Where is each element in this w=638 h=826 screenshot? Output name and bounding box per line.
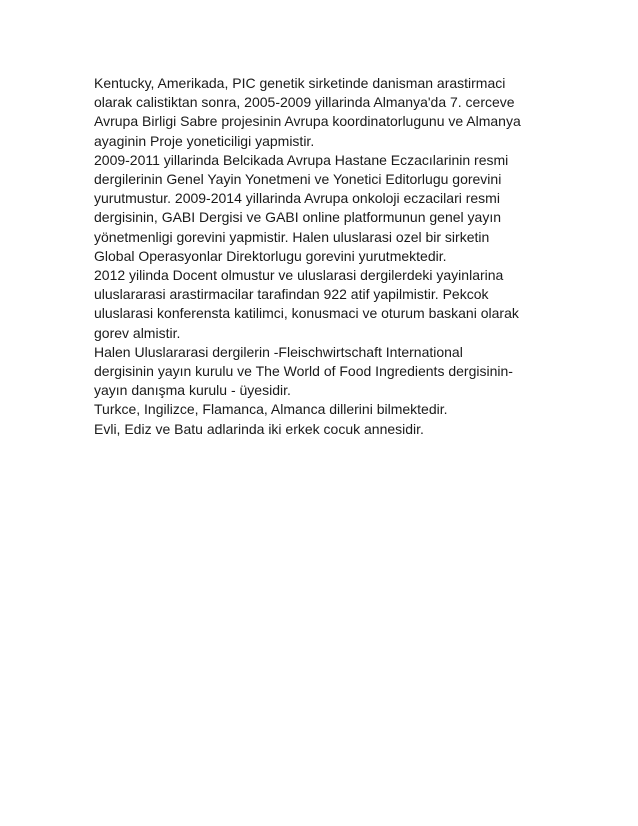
- text-line: dergilerinin Genel Yayin Yonetmeni ve Yonetici Editorlugu gorevini: [94, 171, 502, 188]
- text-line: Halen Uluslararasi dergilerin -Fleischwirtschaft International: [94, 343, 463, 360]
- text-line: gorev almistir.: [94, 324, 181, 341]
- text-line: uluslarasi konferensta katilimci, konusmaci ve oturum baskani olarak: [94, 305, 519, 322]
- text-line: yurutmustur. 2009-2014 yillarinda Avrupa onkoloji eczacilari resmi: [94, 190, 500, 207]
- biography-text: [94, 74, 554, 439]
- text-line: uluslararasi arastirmacilar tarafindan 922 atif yapilmistir. Pekcok: [94, 286, 489, 303]
- text-line: ayaginin Proje yoneticiligi yapmistir.: [94, 132, 315, 149]
- text-line: Global Operasyonlar Direktorlugu gorevini yurutmektedir.: [94, 247, 447, 264]
- text-line: 2012 yilinda Docent olmustur ve uluslarasi dergilerdeki yayinlarina: [94, 267, 504, 284]
- text-line: dergisinin yayın kurulu ve The World of Food Ingredients dergisinin-: [94, 363, 513, 380]
- text-line: yayın danışma kurulu - üyesidir.: [94, 382, 291, 399]
- text-line: Turkce, Ingilizce, Flamanca, Almanca dillerini bilmektedir.: [94, 401, 448, 418]
- text-line: yönetmenligi gorevini yapmistir. Halen uluslarasi ozel bir sirketin: [94, 228, 490, 245]
- text-line: Kentucky, Amerikada, PIC genetik sirketinde danisman arastirmaci: [94, 75, 506, 91]
- text-line: dergisinin, GABI Dergisi ve GABI online platformunun genel yayın: [94, 209, 501, 226]
- text-line: 2009-2011 yillarinda Belcikada Avrupa Hastane Eczacılarinin resmi: [94, 151, 509, 168]
- text-line: Avrupa Birligi Sabre projesinin Avrupa koordinatorlugunu ve Almanya: [94, 113, 521, 130]
- text-line: olarak calistiktan sonra, 2005-2009 yillarinda Almanya'da 7. cerceve: [94, 94, 515, 111]
- text-line: Evli, Ediz ve Batu adlarinda iki erkek cocuk annesidir.: [94, 420, 424, 437]
